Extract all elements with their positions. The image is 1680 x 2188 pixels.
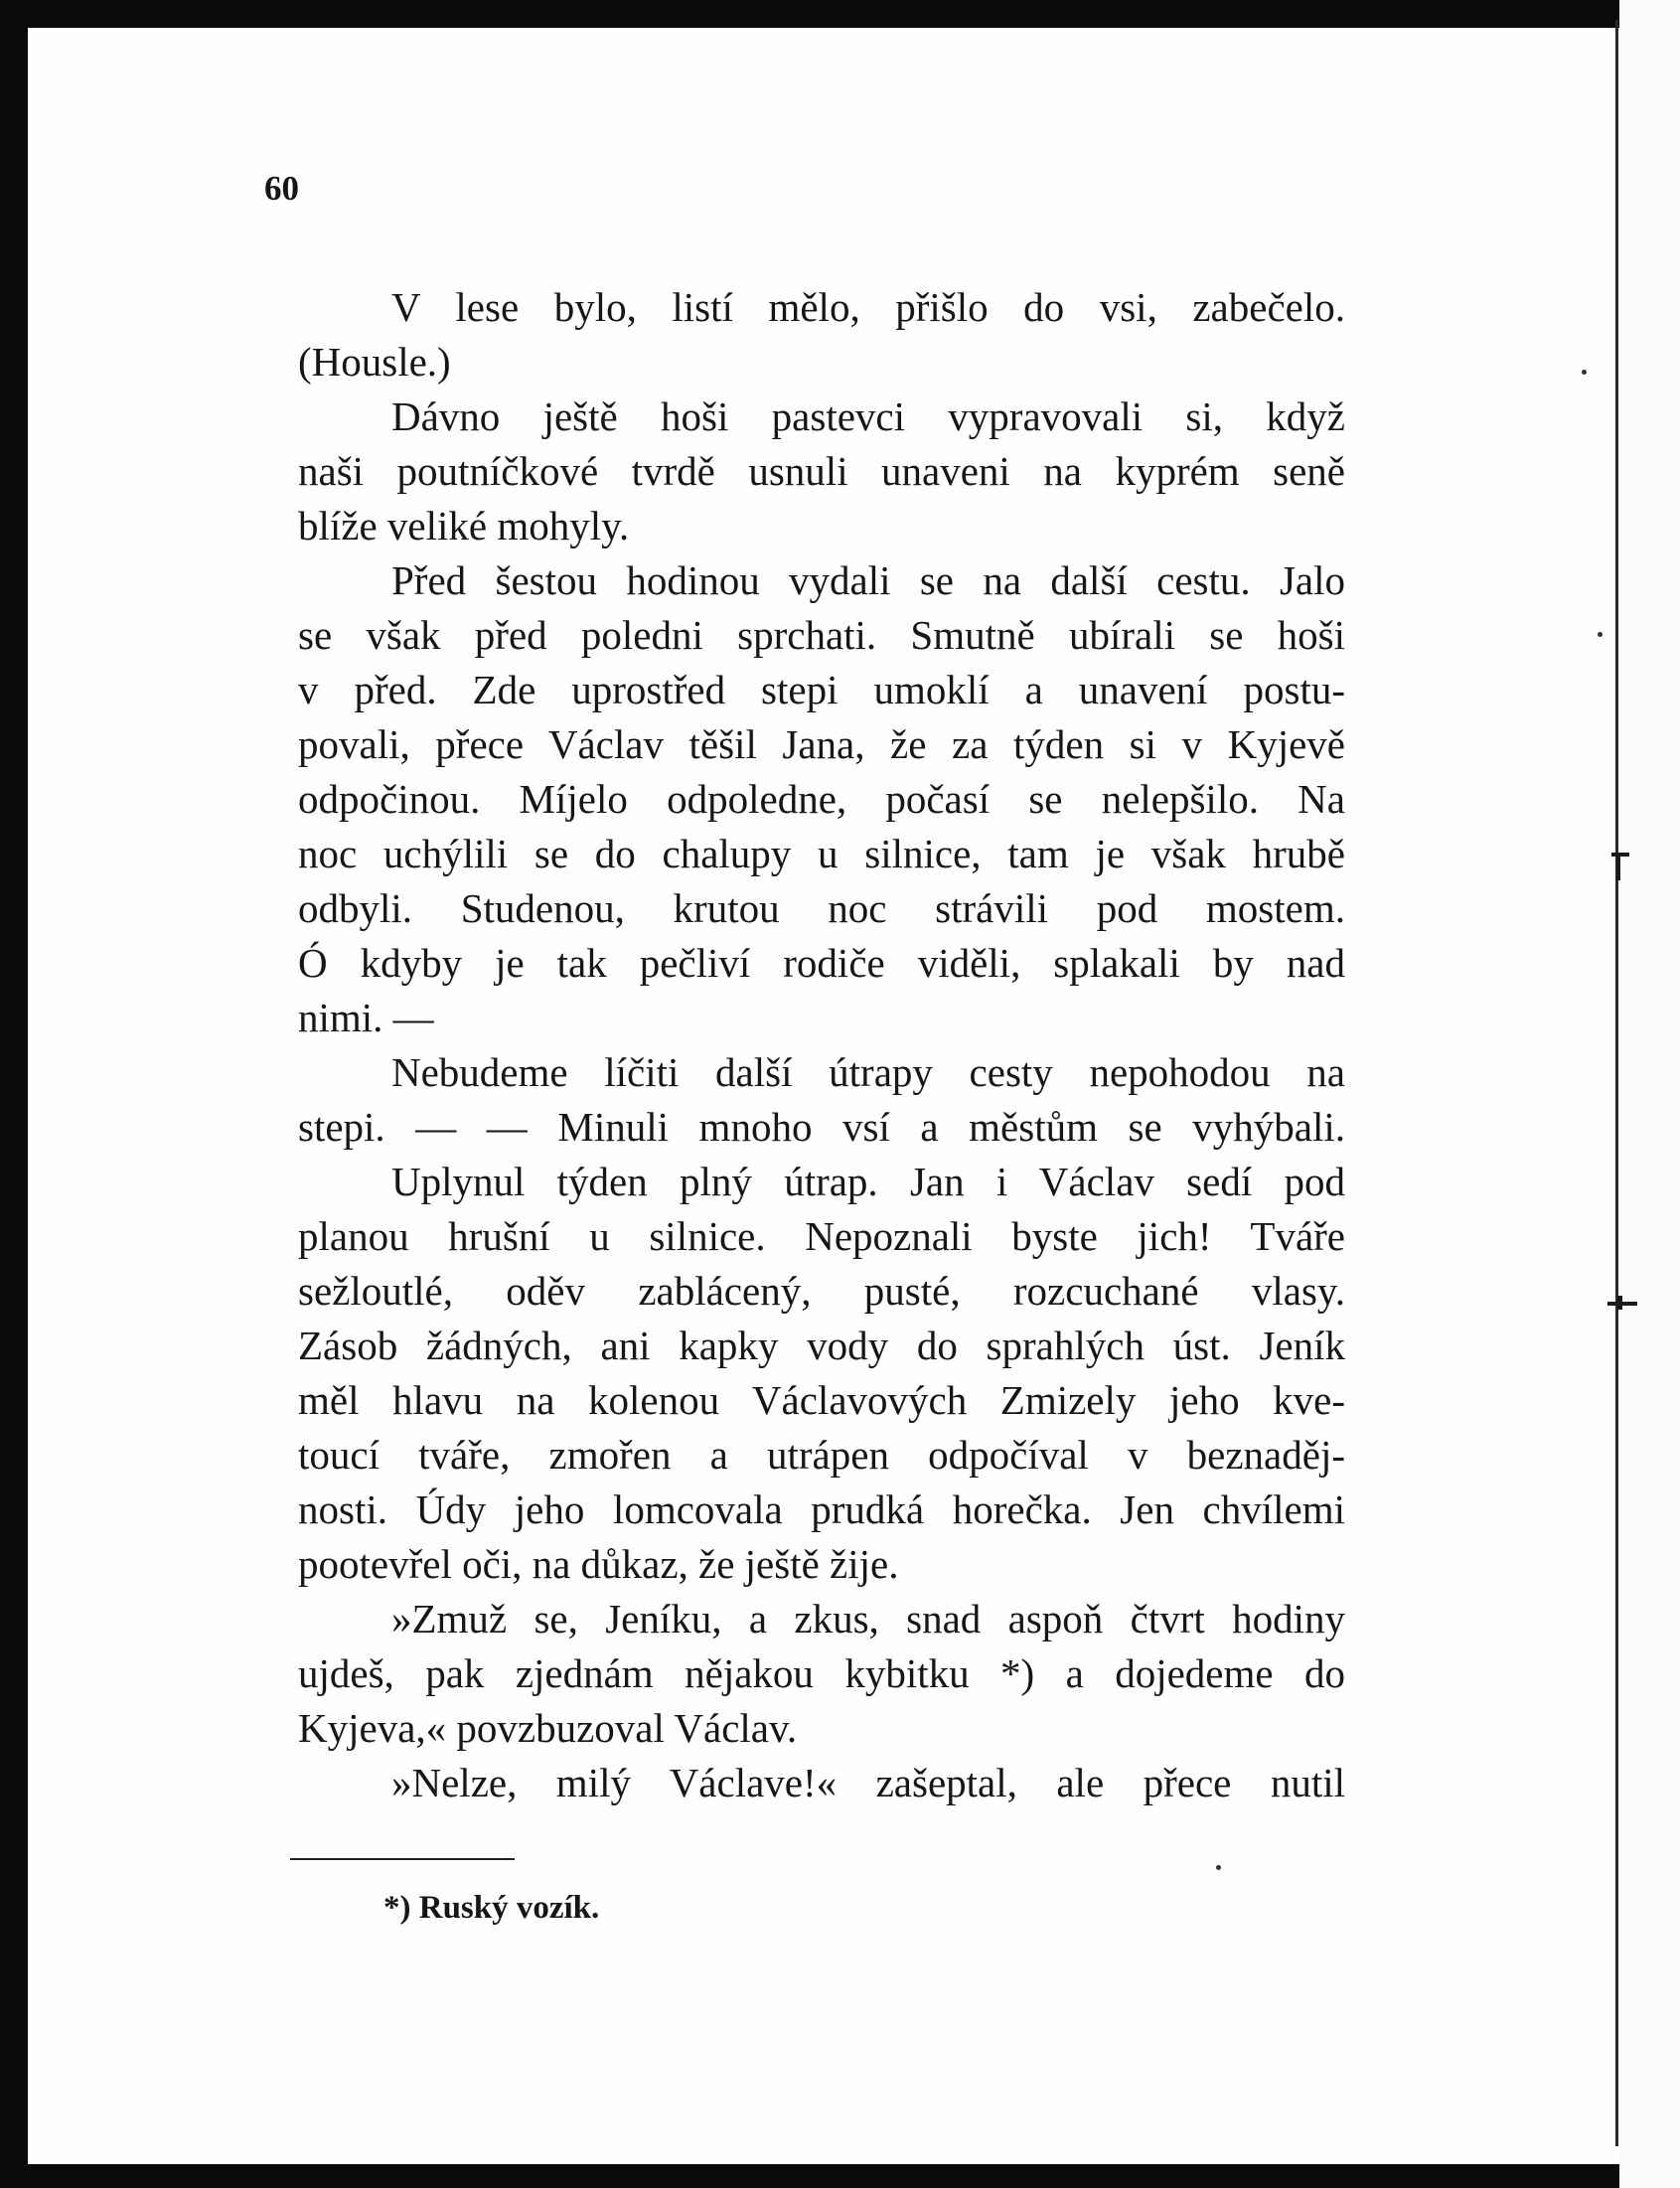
body-text: [298, 280, 1345, 1810]
page-edge: [1619, 0, 1680, 2188]
edge-mark: [1616, 853, 1620, 880]
text-line: povali, přece Václav těšil Jana, že za týden si v Kyjevě: [298, 721, 1345, 767]
text-line: Nebudeme líčiti další útrapy cesty nepohodou na: [391, 1049, 1345, 1095]
text-line: v před. Zde uprostřed stepi umoklí a unavení postu-: [298, 667, 1345, 712]
edge-mark: [1607, 1302, 1637, 1306]
text-line: odpočinou. Míjelo odpoledne, počasí se nelepšilo. Na: [298, 776, 1345, 822]
page-edge-line: [1615, 20, 1618, 2146]
text-line: planou hrušní u silnice. Nepoznali byste jich! Tváře: [298, 1213, 1345, 1259]
text-line: Zásob žádných, ani kapky vody do sprahlých úst. Jeník: [298, 1323, 1345, 1368]
footnote: *) Ruský vozík.: [383, 1890, 600, 1926]
text-line: nimi. —: [298, 995, 434, 1040]
edge-mark: [1611, 853, 1629, 857]
text-line: toucí tváře, zmořen a utrápen odpočíval v beznaděj-: [298, 1432, 1345, 1478]
text-line: naši poutníčkové tvrdě usnuli unaveni na kyprém seně: [298, 448, 1345, 494]
print-speck: [1582, 370, 1587, 375]
edge-mark: [1617, 1296, 1622, 1310]
footnote-divider: [290, 1858, 515, 1860]
text-line: V lese bylo, listí mělo, přišlo do vsi, zabečelo.: [391, 284, 1345, 330]
text-line: pootevřel oči, na důkaz, že ještě žije.: [298, 1541, 899, 1587]
text-line: Dávno ještě hoši pastevci vypravovali si, když: [391, 393, 1345, 439]
text-line: (Housle.): [298, 339, 451, 385]
text-line: stepi. — — Minuli mnoho vsí a městům se vyhýbali.: [298, 1104, 1345, 1150]
print-speck: [1598, 632, 1603, 637]
print-speck: [1216, 1865, 1221, 1870]
page-number: 60: [264, 169, 299, 208]
text-line: měl hlavu na kolenou Václavových Zmizely jeho kve-: [298, 1377, 1345, 1423]
text-line: Před šestou hodinou vydali se na další cestu. Jalo: [391, 557, 1345, 603]
text-line: ujdeš, pak zjednám nějakou kybitku *) a dojedeme do: [298, 1650, 1345, 1696]
text-line: Kyjeva,« povzbuzoval Václav.: [298, 1705, 798, 1751]
text-line: »Nelze, milý Václave!« zašeptal, ale přece nutil: [391, 1760, 1345, 1805]
text-line: »Zmuž se, Jeníku, a zkus, snad aspoň čtvrt hodiny: [391, 1596, 1345, 1641]
text-line: se však před poledni sprchati. Smutně ubírali se hoši: [298, 612, 1345, 658]
text-line: nosti. Údy jeho lomcovala prudká horečka. Jen chvílemi: [298, 1486, 1345, 1532]
text-line: noc uchýlili se do chalupy u silnice, tam je však hrubě: [298, 831, 1345, 876]
text-line: Uplynul týden plný útrap. Jan i Václav sedí pod: [391, 1159, 1345, 1204]
text-line: blíže veliké mohyly.: [298, 503, 630, 548]
text-line: sežloutlé, oděv zablácený, pusté, rozcuchané vlasy.: [298, 1268, 1345, 1314]
text-line: odbyli. Studenou, krutou noc strávili pod mostem.: [298, 885, 1345, 931]
text-line: Ó kdyby je tak pečliví rodiče viděli, splakali by nad: [298, 940, 1345, 986]
